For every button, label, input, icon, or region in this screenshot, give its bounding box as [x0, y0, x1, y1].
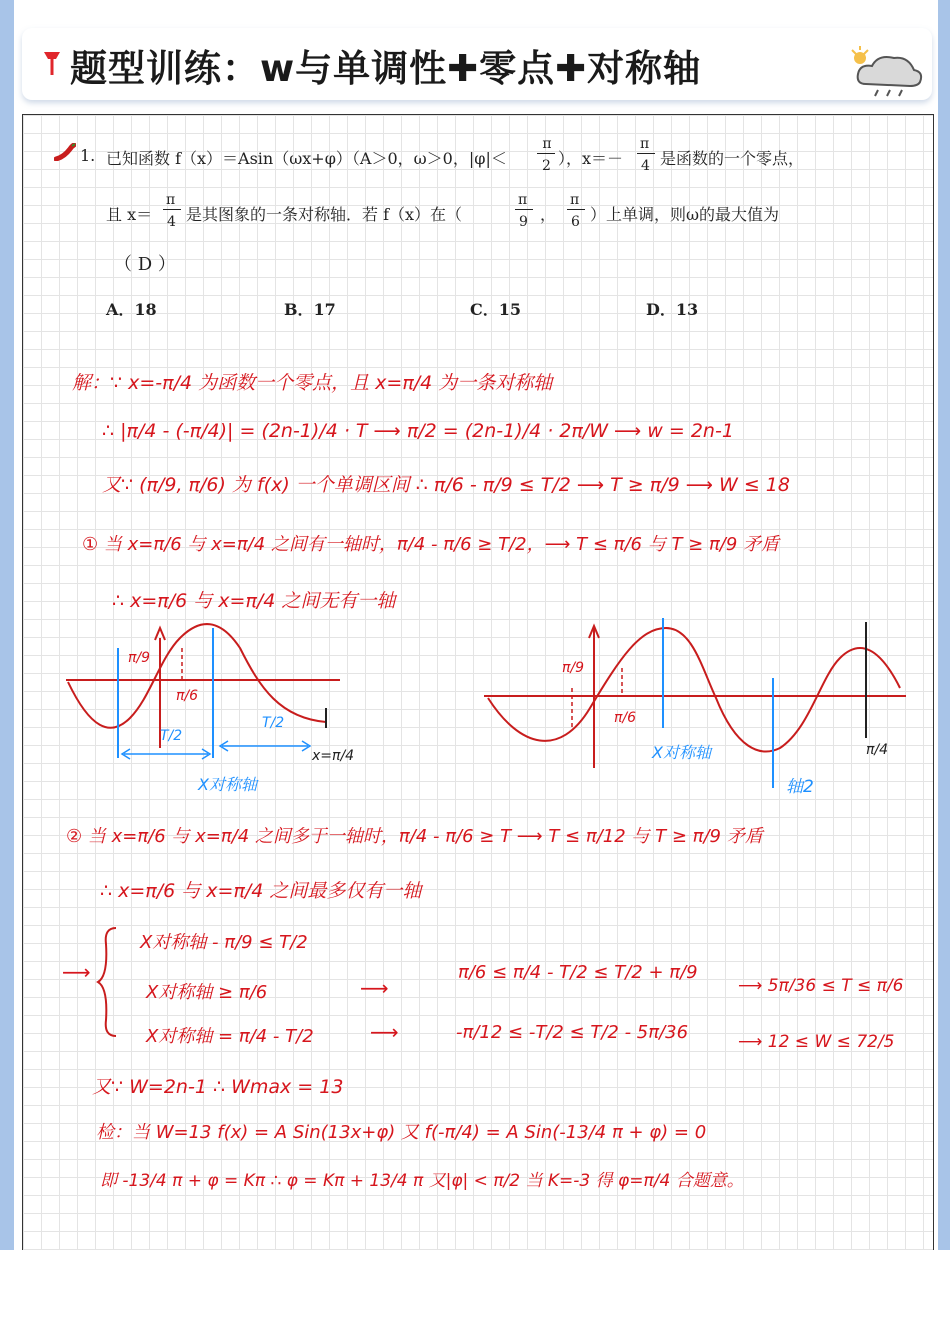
g2-axis1-label: X对称轴: [652, 743, 711, 762]
g2-pi4-label: π/4: [866, 742, 889, 758]
answer-text: （ D ）: [114, 254, 176, 275]
question-line1-a: 已知函数 f（x）＝Asin（ωx+φ）（A＞0，ω＞0，|φ|＜: [106, 149, 507, 168]
frac5-bar: [567, 209, 585, 210]
question-line1-c: 是函数的一个零点，: [660, 149, 805, 168]
system-eq-1: X对称轴 - π/9 ≤ T/2: [140, 932, 308, 953]
frac3-den: 4: [167, 214, 176, 230]
frac3-bar: [163, 209, 181, 210]
banner-title: 题型训练：w与单调性✚零点✚对称轴: [70, 47, 702, 90]
right-border: [938, 0, 950, 1250]
option-d: D．13: [646, 300, 699, 319]
pushpin-icon: [42, 50, 62, 82]
solution-line-8: 又∵ W=2n-1 ∴ Wmax = 13: [92, 1076, 344, 1098]
frac-den: 2: [542, 158, 551, 174]
solution-line-3: 又∵ (π/9, π/6) 为 f(x) 一个单调区间 ∴ π/6 - π/9 ≤ T/2 ⟶ T ≥ π/9 ⟶ W ≤ 18: [102, 474, 790, 496]
solution-line-9: 检：当 W=13 f(x) = A Sin(13x+φ) 又 f(-π/4) = A Sin(-13/4 π + φ) = 0: [96, 1122, 707, 1143]
system-brace: [96, 924, 120, 1040]
g2-pi9-label: π/9: [562, 660, 585, 676]
frac5-num: π: [570, 192, 580, 208]
question-number: 1.: [80, 146, 96, 165]
chili-icon: [54, 143, 76, 165]
middle-ineq-2: -π/12 ≤ -T/2 ≤ T/2 - 5π/36: [456, 1022, 689, 1043]
g2-axis2-label: 轴2: [786, 777, 814, 797]
result-1: ⟶ 5π/36 ≤ T ≤ π/6: [738, 976, 904, 996]
question-line2-b: 是其图象的一条对称轴．若 f（x）在（: [186, 205, 463, 224]
frac4-num: π: [518, 192, 528, 208]
cloud-sticker-icon: [848, 44, 928, 103]
g1-t2-right: T/2: [262, 715, 285, 731]
frac4-den: 9: [519, 214, 528, 230]
frac3-num: π: [166, 192, 176, 208]
system-eq-2: X对称轴 ≥ π/6: [146, 982, 268, 1003]
g1-t2-left: T/2: [160, 728, 183, 744]
answer-paren: [114, 250, 176, 276]
frac2-den: 4: [641, 158, 650, 174]
g1-pi6-label: π/6: [176, 688, 199, 704]
option-a: A．18: [106, 300, 157, 319]
question-line2-c: ）上单调，则ω的最大值为: [590, 205, 780, 224]
middle-ineq-1: π/6 ≤ π/4 - T/2 ≤ T/2 + π/9: [458, 962, 698, 983]
graph-two: [480, 618, 910, 798]
frac-sep: ，: [540, 205, 557, 224]
question-line1-b: ），x＝－: [558, 149, 624, 168]
system-arrow: ⟶: [62, 960, 91, 984]
graph-one: [60, 618, 360, 798]
frac-bar: [537, 153, 555, 154]
question-line2-a: 且 x＝: [106, 205, 153, 224]
solution-line-10: 即 -13/4 π + φ = Kπ ∴ φ = Kπ + 13/4 π 又|φ| < π/2 当 K=-3 得 φ=π/4 合题意。: [100, 1171, 744, 1191]
g1-axis-label: X对称轴: [198, 775, 257, 794]
bottom-blank: [0, 1250, 950, 1341]
option-c: C．15: [470, 300, 522, 319]
solution-line-2: ∴ |π/4 - (-π/4)| = (2n-1)/4 · T ⟶ π/2 = (2n-1)/4 · 2π/W ⟶ w = 2n-1: [102, 420, 734, 442]
left-border: [0, 0, 14, 1250]
solution-line-1: 解：∵ x=-π/4 为函数一个零点，且 x=π/4 为一条对称轴: [72, 372, 553, 394]
option-b: B．17: [284, 300, 336, 319]
solution-line-6: ② 当 x=π/6 与 x=π/4 之间多于一轴时，π/4 - π/6 ≥ T ⟶ T ≤ π/12 与 T ≥ π/9 矛盾: [66, 826, 763, 847]
solution-line-5: ∴ x=π/6 与 x=π/4 之间无有一轴: [112, 590, 396, 612]
frac4-bar: [515, 209, 533, 210]
g1-x-label: x=π/4: [312, 748, 355, 764]
g2-pi6-label: π/6: [614, 710, 637, 726]
frac2-bar: [637, 153, 655, 154]
arrow-mid-2: ⟶: [370, 1020, 399, 1044]
solution-line-4: ① 当 x=π/6 与 x=π/4 之间有一轴时，π/4 - π/6 ≥ T/2，⟶ T ≤ π/6 与 T ≥ π/9 矛盾: [82, 534, 780, 555]
frac5-den: 6: [571, 214, 580, 230]
result-2: ⟶ 12 ≤ W ≤ 72/5: [738, 1032, 895, 1052]
arrow-mid-1: ⟶: [360, 976, 389, 1000]
frac-num: π: [542, 136, 552, 152]
g1-pi9-label: π/9: [128, 650, 151, 666]
system-eq-3: X对称轴 = π/4 - T/2: [146, 1026, 314, 1047]
solution-line-7: ∴ x=π/6 与 x=π/4 之间最多仅有一轴: [100, 880, 422, 902]
frac2-num: π: [640, 136, 650, 152]
